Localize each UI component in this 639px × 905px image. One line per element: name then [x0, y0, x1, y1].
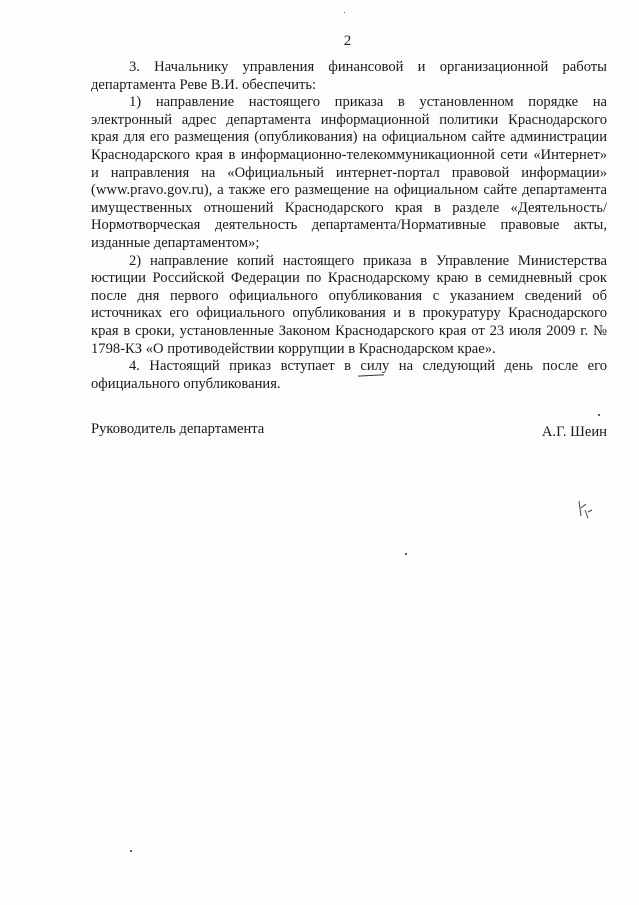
paragraph-subitem-2: 2) направление копий настоящего приказа в Управление Министерства юстиции Российской Федерации по Краснодарскому краю в семидневный срок после дня первого официального опубликования с указанием сведений об источниках его официального опубликования и в прокуратуру Краснодарского края в сроки, установленные Законом Краснодарского края от 23 июля 2009 г. № 1798-КЗ «О противодействии коррупции в Краснодарском крае».: [91, 252, 607, 357]
scan-speck: [598, 414, 600, 416]
scan-speck: [344, 12, 345, 13]
paragraph-item-4: 4. Настоящий приказ вступает в силу на следующий день после его официального опубликования.: [91, 358, 607, 392]
page-number: 2: [343, 33, 352, 49]
document-body: [91, 59, 607, 393]
paragraph-item-3: 3. Начальнику управления финансовой и организационной работы департамента Реве В.И. обеспечить:: [91, 59, 607, 93]
handwritten-initials-mark: [576, 498, 594, 520]
scan-speck: [130, 850, 132, 852]
scan-speck: [405, 553, 407, 555]
signatory-position: Руководитель департамента: [91, 421, 265, 437]
signatory-name: А.Г. Шеин: [541, 424, 607, 440]
paragraph-subitem-1: 1) направление настоящего приказа в установленном порядке на электронный адрес департамента информационной политики Краснодарского края для его размещения (опубликования) на официальном сайте администрации Краснодарского края в информационно-телекоммуникационной сети «Интернет» и направления на «Официальный интернет-портал правовой информации» (www.pravo.gov.ru), а также его размещение на официальном сайте департамента имущественных отношений Краснодарского края в разделе «Деятельность/Нормотворческая деятельность департамента/Нормативные правовые акты, изданные департаментом»;: [91, 94, 607, 251]
